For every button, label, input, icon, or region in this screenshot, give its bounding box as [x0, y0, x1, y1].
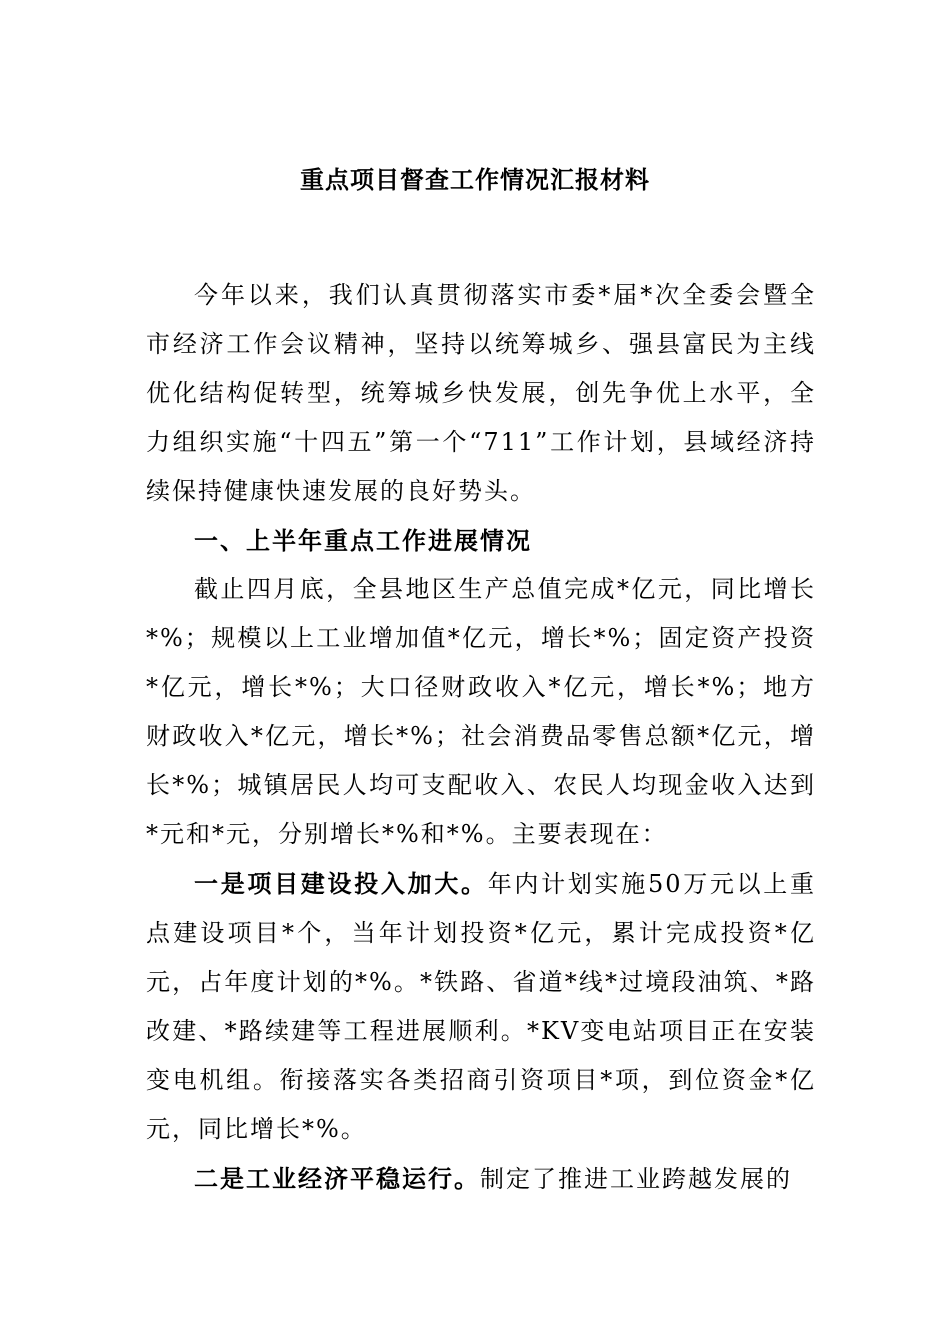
section-heading: 一、上半年重点工作进展情况: [194, 526, 532, 555]
paragraph-point-2: [146, 1154, 816, 1204]
document-body: [146, 271, 816, 1204]
point-2-lead: 二是工业经济平稳运行。: [194, 1164, 480, 1193]
paragraph-intro: 今年以来，我们认真贯彻落实市委*届*次全委会暨全市经济工作会议精神，坚持以统筹城乡、强县富民为主线优化结构促转型，统筹城乡快发展，创先争优上水平，全力组织实施“十四五”第一个“711”工作计划，县域经济持续保持健康快速发展的良好势头。: [146, 281, 816, 505]
point-1-lead: 一是项目建设投入加大。: [194, 869, 488, 898]
point-2-text: 制定了推进工业跨越发展的: [480, 1165, 792, 1193]
paragraph-point-1: [146, 859, 816, 1154]
point-1-text: 年内计划实施50万元以上重点建设项目*个，当年计划投资*亿元，累计完成投资*亿元，占年度计划的*%。*铁路、省道*线*过境段油筑、*路改建、*路续建等工程进展顺利。*KV变电站项目正在安装变电机组。衔接落实各类招商引资项目*项，到位资金*亿元，同比增长*%。: [146, 870, 816, 1143]
paragraph-stats: 截止四月底，全县地区生产总值完成*亿元，同比增长*%；规模以上工业增加值*亿元，增长*%；固定资产投资*亿元，增长*%；大口径财政收入*亿元，增长*%；地方财政收入*亿元，增长*%；社会消费品零售总额*亿元，增长*%；城镇居民人均可支配收入、农民人均现金收入达到*元和*元，分别增长*%和*%。主要表现在：: [146, 575, 816, 848]
document-title: 重点项目督查工作情况汇报材料: [300, 165, 650, 194]
